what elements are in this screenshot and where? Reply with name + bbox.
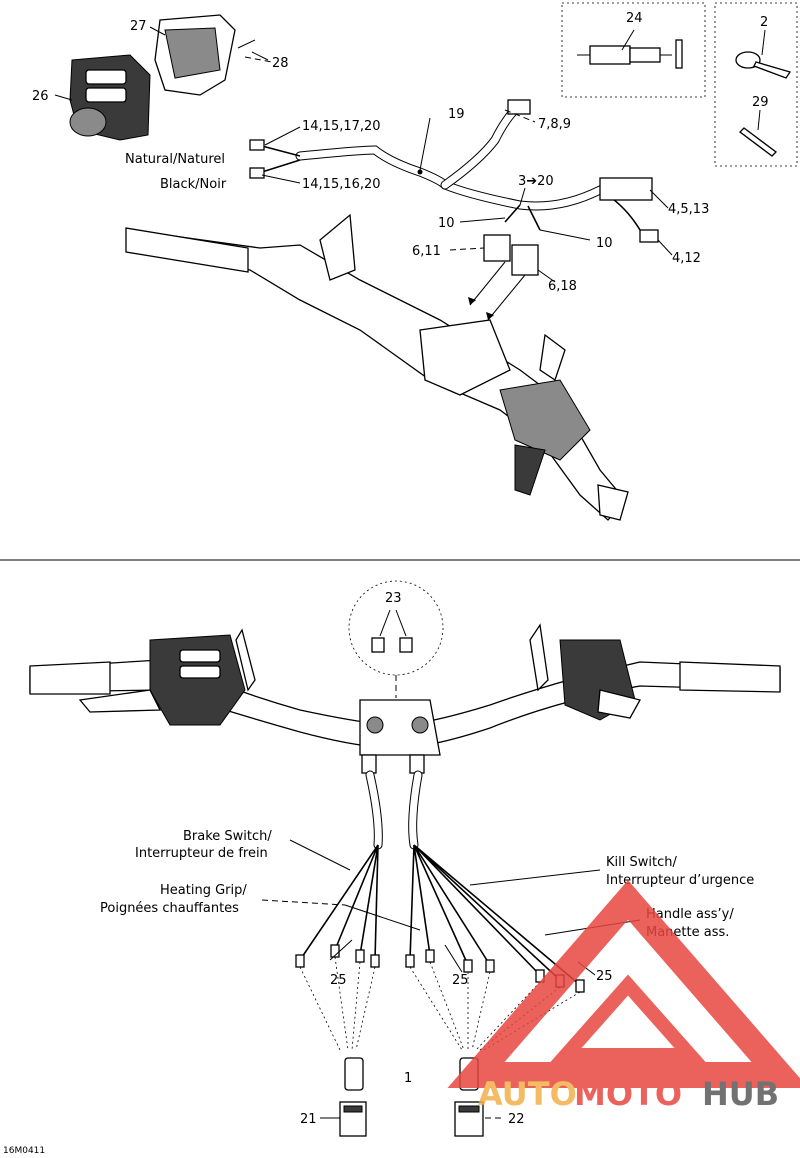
callout-14-15-16-20: 14,15,16,20 (302, 177, 381, 192)
callout-29: 29 (752, 95, 769, 110)
callout-6-11: 6,11 (412, 244, 441, 259)
callout-10-left: 10 (438, 216, 455, 231)
callout-19: 19 (448, 107, 465, 122)
label-brake-switch-en: Brake Switch/ (183, 829, 272, 844)
label-heating-grip-en: Heating Grip/ (160, 883, 247, 898)
callout-1: 1 (404, 1071, 413, 1086)
callout-25-left: 25 (330, 973, 347, 988)
label-black: Black/Noir (160, 177, 227, 192)
watermark-hub: HUB (702, 1075, 780, 1113)
callout-4-12: 4,12 (672, 251, 701, 266)
label-handle-assy-en: Handle ass’y/ (646, 907, 734, 922)
callout-27: 27 (130, 19, 147, 34)
label-handle-assy-fr: Manette ass. (646, 925, 730, 940)
callout-3-20: 3➔20 (518, 174, 554, 189)
leaders-top (55, 27, 672, 320)
callout-25-right: 25 (596, 969, 613, 984)
callout-25-middle: 25 (452, 973, 469, 988)
callout-7-8-9: 7,8,9 (538, 117, 572, 132)
connector-parts (340, 1058, 483, 1136)
wire-bundles (296, 775, 584, 992)
watermark-moto: MOTO (574, 1075, 683, 1113)
label-natural: Natural/Naturel (125, 152, 226, 167)
switch-housing-26-27 (70, 15, 268, 140)
figure-code: 16M0411 (3, 1146, 46, 1156)
callout-21: 21 (300, 1112, 317, 1127)
watermark-logo (476, 900, 780, 1113)
label-brake-switch-fr: Interrupteur de frein (135, 846, 268, 861)
callout-24: 24 (626, 11, 643, 26)
inset-box-2-29 (715, 3, 797, 166)
callout-6-18: 6,18 (548, 279, 577, 294)
label-heating-grip-fr: Poignées chauffantes (100, 901, 239, 916)
callout-2: 2 (760, 15, 769, 30)
callout-10-right: 10 (596, 236, 613, 251)
label-kill-switch-en: Kill Switch/ (606, 855, 677, 870)
callout-22: 22 (508, 1112, 525, 1127)
callout-14-15-17-20: 14,15,17,20 (302, 119, 381, 134)
callout-26: 26 (32, 89, 49, 104)
callout-4-5-13: 4,5,13 (668, 202, 710, 217)
handlebar-assembly-top (126, 215, 628, 520)
callout-28: 28 (272, 56, 289, 71)
callout-23: 23 (385, 591, 402, 606)
label-kill-switch-fr: Interrupteur d’urgence (606, 873, 755, 888)
watermark-auto: AUTO (478, 1075, 577, 1113)
